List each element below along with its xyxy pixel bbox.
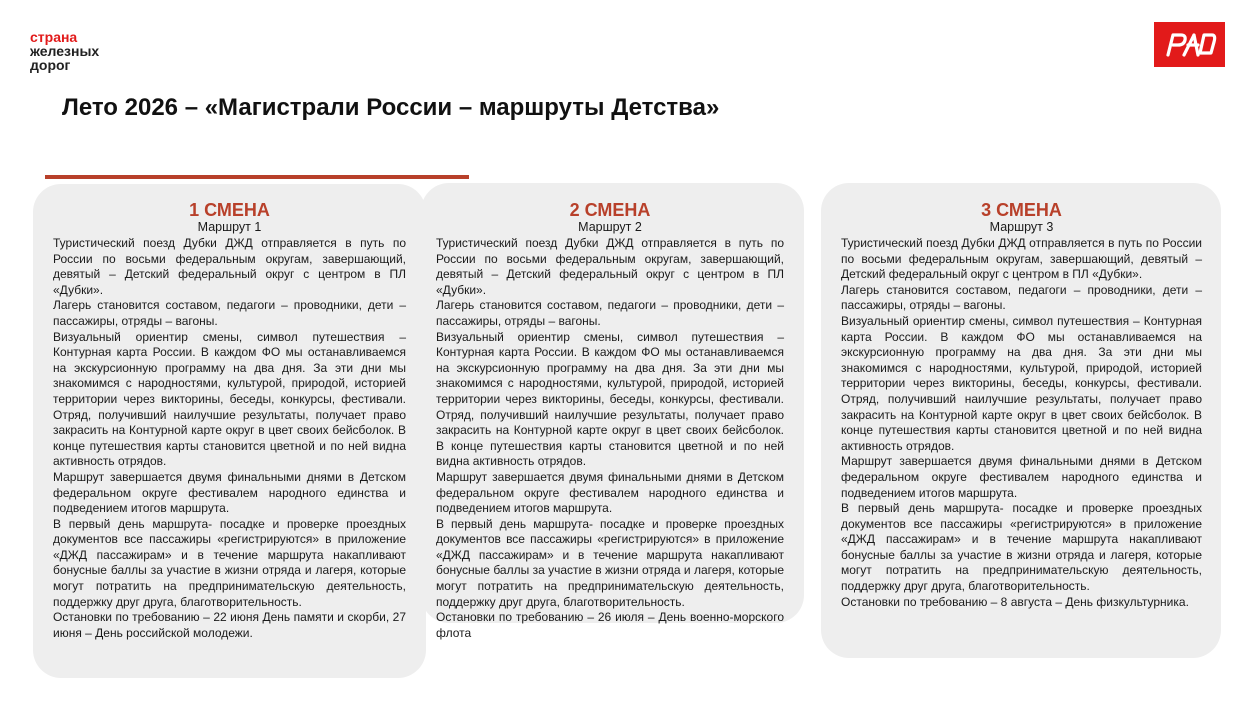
brand-line-3: дорог — [30, 57, 71, 73]
shift-2-paragraph-2: Лагерь становится составом, педагоги – проводники, дети – пассажиры, отряды – вагоны. — [436, 298, 784, 328]
brand-line-1: страна — [30, 29, 78, 45]
shift-1-paragraph-2: Лагерь становится составом, педагоги – проводники, дети – пассажиры, отряды – вагоны. — [53, 298, 406, 328]
shift-3-paragraph-6: Остановки по требованию – 8 августа – День физкультурника. — [841, 594, 1189, 609]
brand-wordmark — [30, 30, 99, 72]
shift-2-paragraph-4: Маршрут завершается двумя финальными днями в Детском федеральном округе фестивалем народного единства и подведением итогов маршрута. — [436, 469, 784, 516]
rzd-logo-icon — [1154, 22, 1225, 67]
shift-2-paragraph-1: Туристический поезд Дубки ДЖД отправляется в путь по России по восьми федеральным округам, завершающий, девятый – Детский федеральный округ с центром в ПЛ «Дубки». — [436, 236, 784, 297]
shift-1-route: Маршрут 1 — [197, 220, 262, 234]
shift-1-paragraph-3: Визуальный ориентир смены, символ путешествия – Контурная карта России. В каждом ФО мы останавливаемся на экскурсионную программу на два дня. За эти дни мы знакомимся с народностями, культурой, природой, историей территории через викторины, беседы, конкурсы, фестивали. Отряд, получивший наилучшие результаты, получает право закрасить на Контурной карте округ в цвет своих бейсболок. В конце путешествия карты становится цветной и по ней видна активность отрядов. — [53, 329, 406, 469]
shift-2-paragraph-6: Остановки по требованию – 26 июля – День военно-морского флота — [436, 610, 784, 640]
shift-3-paragraph-2: Лагерь становится составом, педагоги – проводники, дети – пассажиры, отряды – вагоны. — [841, 282, 1202, 313]
shift-2-route: Маршрут 2 — [578, 220, 642, 234]
shift-3-paragraph-3: Визуальный ориентир смены, символ путешествия – Контурная карта России. В каждом ФО мы останавливаемся на экскурсионную программу на два дня. За эти дни мы знакомимся с народностями, культурой, природой, историей территории через викторины, беседы, конкурсы, фестивали. Отряд, получивший наилучшие результаты, получает право закрасить на Контурной карте округ в цвет своих бейсболок. В конце путешествия карты становится цветной и по ней видна активность отрядов. — [841, 313, 1202, 453]
title-underline — [45, 175, 469, 179]
shift-1-content — [53, 200, 406, 641]
shift-2-content — [436, 200, 784, 641]
shift-1-paragraph-6: Остановки по требованию – 22 июня День памяти и скорби, 27 июня – День российской молодежи. — [53, 610, 406, 640]
shift-1-heading: 1 СМЕНА — [189, 200, 270, 220]
shift-2-heading: 2 СМЕНА — [569, 200, 651, 220]
shift-3-paragraph-1: Туристический поезд Дубки ДЖД отправляется в путь по России по восьми федеральным округам, завершающий, девятый – Детский федеральный округ с центром в ПЛ «Дубки». — [841, 236, 1202, 282]
shift-3-route: Маршрут 3 — [989, 220, 1054, 234]
shift-1-paragraph-1: Туристический поезд Дубки ДЖД отправляется в путь по России по восьми федеральным округам, завершающий, девятый – Детский федеральный округ с центром в ПЛ «Дубки». — [53, 236, 406, 297]
shift-2-paragraph-3: Визуальный ориентир смены, символ путешествия – Контурная карта России. В каждом ФО мы останавливаемся на экскурсионную программу на два дня. За эти дни мы знакомимся с народностями, культурой, природой, историей территории через викторины, беседы, конкурсы, фестивали. Отряд, получивший наилучшие результаты, получает право закрасить на Контурной карте округ в цвет своих бейсболок. В конце путешествия карты становится цветной и по ней видна активность отрядов. — [436, 329, 784, 469]
shift-3-paragraph-4: Маршрут завершается двумя финальными днями в Детском федеральном округе фестивалем народного единства и подведением итогов маршрута. — [841, 454, 1202, 500]
shift-3-content — [841, 200, 1202, 610]
shift-2-paragraph-5: В первый день маршрута- посадке и проверке проездных документов все пассажиры «регистрируются» в приложение «ДЖД пассажирам» и в течение маршрута накапливают бонусные баллы за участие в жизни отряда и лагеря, которые могут потратить на предпринимательскую деятельность, поддержку друг друга, благотворительность. — [436, 516, 784, 609]
shift-1-paragraph-5: В первый день маршрута- посадке и проверке проездных документов все пассажиры «регистрируются» в приложение «ДЖД пассажирам» и в течение маршрута накапливают бонусные баллы за участие в жизни отряда и лагеря, которые могут потратить на предпринимательскую деятельность, поддержку друг друга, благотворительность. — [53, 516, 406, 609]
shift-1-paragraph-4: Маршрут завершается двумя финальными днями в Детском федеральном округе фестивалем народного единства и подведением итогов маршрута. — [53, 469, 406, 516]
page-title: Лето 2026 – «Магистрали России – маршруты Детства» — [62, 94, 720, 121]
shift-3-heading: 3 СМЕНА — [981, 200, 1062, 220]
shift-3-paragraph-5: В первый день маршрута- посадке и проверке проездных документов все пассажиры «регистрируются» в приложение «ДЖД пассажирам» и в течение маршрута накапливают бонусные баллы за участие в жизни отряда и лагеря, которые могут потратить на предпринимательскую деятельность, поддержку друг друга, благотворительность. — [841, 501, 1202, 594]
brand-line-2: железных — [30, 43, 100, 59]
